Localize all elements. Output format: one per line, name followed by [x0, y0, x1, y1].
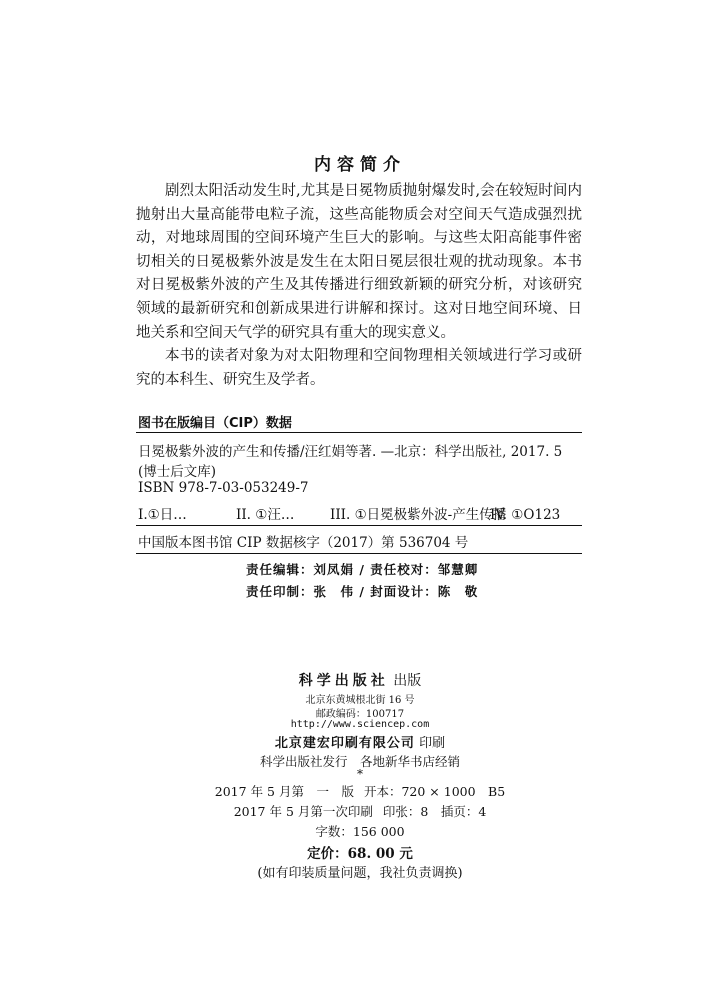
cip-class-4: IV. ①O123 [490, 507, 561, 523]
format-size: 开本：720 × 1000 B5 [363, 784, 506, 799]
cip-classification-line [138, 503, 582, 523]
edition-date: 2017 年 5 月第 一 版 [214, 784, 354, 799]
quality-notice: (如有印装质量问题，我社负责调换) [257, 866, 463, 881]
printer-line [0, 732, 720, 751]
cip-class-1: I.①日… [138, 507, 187, 523]
publisher-address: 北京东黄城根北街 16 号 [305, 695, 415, 706]
printer-suffix: 印刷 [419, 736, 446, 751]
cip-class-3: III. ①日冕极紫外波-产生传播 [330, 507, 507, 523]
cip-bottom-rule [136, 553, 582, 554]
publisher-suffix: 出版 [393, 673, 422, 689]
publisher-postcode: 邮政编码：100717 [315, 709, 405, 720]
cip-isbn-line: ISBN 978-7-03-053249-7 [138, 480, 309, 496]
price: 定价：68. 00 元 [307, 846, 413, 862]
word-count: 字数：156 000 [315, 824, 405, 839]
cip-heading: 图书在版编目（CIP）数据 [138, 416, 292, 431]
summary-paragraph-2: 本书的读者对象为对太阳物理和空间物理相关领域进行学习或研究的本科生、研究生及学者。 [136, 348, 582, 388]
sheets-info: 印张：8 插页：4 [382, 804, 487, 819]
editor-credits: 责任编辑：刘凤娟 / 责任校对：邹慧卿 [246, 562, 479, 577]
cip-title-line: 日冕极紫外波的产生和传播/汪红娟等著. —北京：科学出版社, 2017. 5 [138, 444, 563, 460]
cip-class-2: II. ①汪… [236, 507, 295, 523]
summary-paragraph-1: 剧烈太阳活动发生时,尤其是日冕物质抛射爆发时,会在较短时间内抛射出大量高能带电粒子流，这些高能物质会对空间天气造成强烈扰动，对地球周围的空间环境产生巨大的影响。与这些太阳高能事件密切相关的日冕极紫外波是发生在太阳日冕层很壮观的扰动现象。本书对日冕极紫外波的产生及其传播进行细致新颖的研究分析，对该研究领域的最新研究和创新成果进行讲解和探讨。这对日地空间环境、日地关系和空间天气学的研究具有重大的现实意义。 [136, 183, 582, 341]
production-credits: 责任印制：张 伟 / 封面设计：陈 敬 [246, 584, 479, 599]
distribution-line: 科学出版社发行 各地新华书店经销 [259, 754, 460, 769]
summary-body [136, 180, 582, 392]
cip-series-line: (博士后文库) [138, 464, 217, 480]
cip-record-line: 中国版本图书馆 CIP 数据核字（2017）第 536704 号 [138, 535, 469, 551]
separator-star: * [357, 767, 363, 781]
edition-line [0, 782, 720, 800]
publisher-name: 科学出版社 [298, 673, 389, 689]
publisher-line [0, 670, 720, 690]
publisher-url: http://www.sciencep.com [290, 719, 430, 730]
printing-date: 2017 年 5 月第一次印刷 [233, 804, 373, 819]
cip-top-rule [136, 432, 582, 433]
printer-name: 北京建宏印刷有限公司 [274, 736, 415, 751]
printing-line [0, 802, 720, 820]
summary-title: 内容简介 [314, 155, 406, 175]
cip-middle-rule [136, 525, 582, 526]
